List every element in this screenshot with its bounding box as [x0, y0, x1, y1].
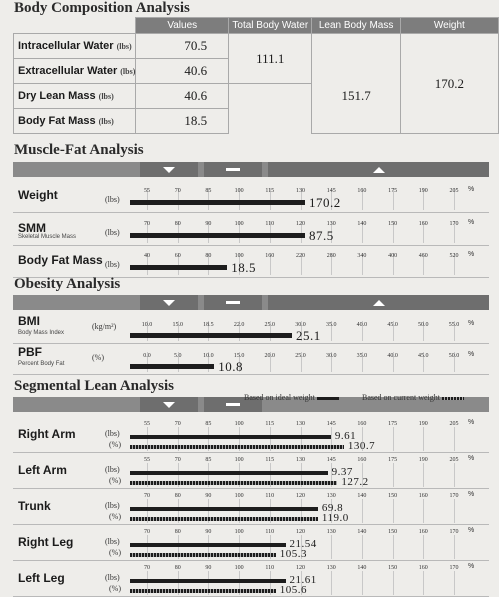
- ob-row-unit: (kg/m²): [92, 322, 117, 331]
- over-zone: [268, 162, 489, 177]
- seg-tick-label: 90: [205, 493, 212, 499]
- mf-row-sublabel: Skeletal Muscle Mass: [18, 234, 77, 240]
- ob-row-divider: [13, 343, 489, 344]
- mf-tick-label: 130: [296, 188, 305, 194]
- seg-grid-line: [393, 463, 394, 487]
- seg-unit-lbs: (lbs): [105, 429, 120, 438]
- mf-tick-label: 175: [388, 188, 398, 194]
- seg-row-label: Left Leg: [18, 571, 65, 585]
- ob-tick-label: 18.5: [203, 322, 214, 328]
- mf-tick-label: 80: [205, 253, 212, 259]
- ob-tick-label: 40.0: [387, 353, 398, 359]
- seg-row-divider: [13, 524, 489, 525]
- seg-under-arrow-icon: [163, 402, 175, 408]
- seg-tick-label: 55: [144, 457, 150, 463]
- seg-row-divider: [13, 452, 489, 453]
- seg-row-label: Right Arm: [18, 427, 76, 441]
- mf-tick-label: 400: [388, 253, 398, 259]
- mf-tick-label: 110: [265, 221, 275, 227]
- seg-grid-line: [454, 535, 455, 559]
- obesity-under-zone: [140, 295, 198, 310]
- seg-tick-label: 140: [357, 565, 367, 571]
- seg-tick-label: 70: [174, 421, 181, 427]
- seg-bar-pct: [130, 517, 318, 521]
- seg-grid-line: [454, 463, 455, 487]
- weight-header: Weight: [400, 18, 498, 34]
- obesity-under-arrow-icon: [163, 300, 175, 306]
- seg-unit-pct: (%): [109, 512, 121, 521]
- mf-tick-label: 220: [296, 253, 305, 259]
- seg-grid-line: [331, 571, 332, 595]
- seg-grid-line: [362, 535, 363, 559]
- seg-grid-line: [454, 571, 455, 595]
- mf-tick-label: 100: [234, 253, 244, 259]
- mf-row-unit: (lbs): [105, 195, 120, 204]
- seg-grid-line: [362, 499, 363, 523]
- mf-tick-label: 460: [418, 253, 428, 259]
- seg-tick-label: 100: [234, 565, 244, 571]
- seg-value-pct: 105.6: [279, 584, 308, 596]
- ob-row-sublabel: Body Mass Index: [18, 330, 65, 336]
- seg-tick-label: 190: [418, 421, 428, 427]
- seg-value-pct: 105.3: [279, 548, 308, 560]
- seg-tick-label: 130: [326, 493, 336, 499]
- mf-tick-label: 115: [265, 188, 275, 194]
- mf-row-unit: (lbs): [105, 260, 120, 269]
- seg-tick-label: 80: [174, 493, 181, 499]
- seg-percent-sign: %: [468, 491, 475, 498]
- seg-tick-label: 85: [205, 421, 212, 427]
- seg-tick-label: 150: [388, 565, 398, 571]
- seg-under-zone: [140, 397, 198, 412]
- obesity-normal-zone: [204, 295, 262, 310]
- ob-tick-label: 10.0: [141, 322, 153, 328]
- ecw-label: Extracellular Water (lbs): [14, 59, 136, 84]
- seg-bar-pct: [130, 481, 337, 485]
- mf-row-label: Body Fat Mass: [18, 253, 103, 267]
- seg-tick-label: 160: [418, 493, 428, 499]
- seg-tick-label: 150: [388, 529, 398, 535]
- ecw-value: 40.6: [136, 59, 229, 84]
- mf-bar: [130, 265, 227, 270]
- mf-tick-label: 520: [449, 253, 459, 259]
- seg-tick-label: 140: [357, 493, 367, 499]
- seg-tick-label: 110: [265, 565, 275, 571]
- seg-tick-label: 70: [174, 457, 181, 463]
- mf-row-label: SMM: [18, 221, 46, 235]
- seg-grid-line: [393, 571, 394, 595]
- seg-value-pct: 119.0: [321, 512, 349, 524]
- seg-value-lbs: 9.37: [331, 466, 353, 478]
- seg-tick-label: 130: [296, 457, 305, 463]
- seg-tick-label: 170: [449, 493, 459, 499]
- ob-tick-label: 30.0: [325, 353, 337, 359]
- mf-row-divider: [13, 245, 489, 246]
- seg-tick-label: 120: [296, 565, 305, 571]
- mf-tick-label: 130: [326, 221, 336, 227]
- mf-tick-label: 70: [144, 221, 150, 227]
- seg-bar-lbs: [130, 543, 286, 547]
- mf-percent-sign: %: [468, 251, 475, 258]
- seg-tick-label: 145: [326, 457, 336, 463]
- seg-row-label: Right Leg: [18, 535, 74, 549]
- mf-tick-label: 160: [418, 221, 428, 227]
- seg-tick-label: 55: [144, 421, 150, 427]
- under-arrow-icon: [163, 167, 175, 173]
- seg-grid-line: [454, 499, 455, 523]
- seg-tick-label: 130: [326, 529, 336, 535]
- dlm-value: 40.6: [136, 84, 229, 109]
- mf-bar-value: 170.2: [308, 195, 341, 210]
- over-arrow-icon: [373, 167, 385, 173]
- ob-row-divider: [13, 374, 489, 375]
- mf-tick-label: 40: [144, 253, 150, 259]
- ob-row-label: BMI: [18, 314, 40, 328]
- ob-percent-sign: %: [468, 351, 475, 358]
- mf-tick-label: 55: [144, 188, 150, 194]
- ob-tick-label: 25.0: [264, 322, 276, 328]
- ob-tick-label: 55.0: [448, 322, 460, 328]
- weight-value: 170.2: [400, 34, 498, 134]
- mf-row-divider: [13, 212, 489, 213]
- muscle-fat-band: [13, 162, 489, 177]
- seg-grid-line: [423, 499, 424, 523]
- seg-tick-label: 170: [449, 565, 459, 571]
- seg-tick-label: 160: [357, 457, 367, 463]
- seg-tick-label: 205: [449, 457, 459, 463]
- mf-tick-label: 85: [205, 188, 212, 194]
- seg-grid-line: [362, 571, 363, 595]
- obesity-title: Obesity Analysis: [14, 276, 121, 292]
- seg-bar-pct: [130, 589, 276, 593]
- seg-bar-pct: [130, 445, 344, 449]
- mf-bar-value: 18.5: [231, 260, 256, 275]
- seg-tick-label: 100: [234, 493, 244, 499]
- seg-tick-label: 120: [296, 529, 305, 535]
- mf-tick-label: 170: [449, 221, 459, 227]
- mf-bar: [130, 200, 305, 205]
- seg-tick-label: 90: [205, 529, 212, 535]
- mf-tick-label: 100: [234, 221, 244, 227]
- seg-grid-line: [423, 535, 424, 559]
- mf-row-label: Weight: [18, 188, 58, 202]
- ob-tick-label: 10.0: [203, 353, 214, 359]
- seg-tick-label: 115: [265, 457, 275, 463]
- seg-bar-lbs: [130, 435, 331, 439]
- seg-unit-pct: (%): [109, 440, 121, 449]
- seg-tick-label: 145: [326, 421, 336, 427]
- seg-tick-label: 160: [357, 421, 367, 427]
- seg-tick-label: 175: [388, 421, 398, 427]
- seg-row-label: Trunk: [18, 499, 51, 513]
- seg-unit-lbs: (lbs): [105, 537, 120, 546]
- mf-tick-label: 70: [174, 188, 181, 194]
- legend-current-swatch: [442, 397, 464, 400]
- ob-row-label: PBF: [18, 345, 42, 359]
- mf-bar-value: 87.5: [308, 228, 334, 243]
- muscle-fat-title: Muscle-Fat Analysis: [14, 142, 144, 158]
- seg-value-lbs: 21.61: [289, 574, 317, 586]
- seg-tick-label: 130: [296, 421, 305, 427]
- seg-unit-lbs: (lbs): [105, 573, 120, 582]
- ob-tick-label: 30.0: [295, 322, 306, 328]
- blank-header-cell: [14, 18, 136, 34]
- seg-grid-line: [331, 535, 332, 559]
- obesity-over-zone: [268, 295, 489, 310]
- icw-label: Intracellular Water (lbs): [14, 34, 136, 59]
- mf-tick-label: 140: [357, 221, 367, 227]
- seg-tick-label: 120: [296, 493, 305, 499]
- seg-tick-label: 115: [265, 421, 275, 427]
- seg-tick-label: 110: [265, 493, 275, 499]
- seg-tick-label: 140: [357, 529, 367, 535]
- seg-grid-line: [393, 499, 394, 523]
- seg-normal-dash-icon: [226, 403, 240, 406]
- legend-ideal: Based on ideal weight: [244, 393, 339, 402]
- ob-bar-value: 10.8: [218, 359, 243, 374]
- mf-tick-label: 160: [357, 188, 367, 194]
- ob-tick-label: 45.0: [418, 353, 429, 359]
- seg-tick-label: 80: [174, 529, 181, 535]
- seg-bar-lbs: [130, 579, 286, 583]
- seg-bar-lbs: [130, 471, 328, 475]
- ob-bar: [130, 364, 214, 369]
- seg-tick-label: 80: [174, 565, 181, 571]
- mf-tick-label: 205: [449, 188, 459, 194]
- seg-grid-line: [423, 571, 424, 595]
- ob-tick-label: 50.0: [448, 353, 460, 359]
- seg-tick-label: 175: [388, 457, 398, 463]
- seg-tick-label: 190: [418, 457, 428, 463]
- lbm-header: Lean Body Mass: [312, 18, 400, 34]
- tbw-value: 111.1: [229, 34, 312, 84]
- seg-value-pct: 127.2: [341, 476, 369, 488]
- seg-unit-lbs: (lbs): [105, 465, 120, 474]
- seg-tick-label: 70: [144, 493, 150, 499]
- mf-tick-label: 80: [174, 221, 181, 227]
- ob-percent-sign: %: [468, 320, 475, 327]
- seg-value-lbs: 21.54: [289, 538, 317, 550]
- seg-unit-lbs: (lbs): [105, 501, 120, 510]
- obesity-over-arrow-icon: [373, 300, 385, 306]
- seg-tick-label: 70: [144, 565, 150, 571]
- seg-bar-lbs: [130, 507, 318, 511]
- seg-unit-pct: (%): [109, 476, 121, 485]
- mf-tick-label: 160: [265, 253, 275, 259]
- ob-tick-label: 15.0: [172, 322, 183, 328]
- seg-tick-label: 150: [388, 493, 398, 499]
- seg-tick-label: 160: [418, 565, 428, 571]
- mf-tick-label: 150: [388, 221, 398, 227]
- seg-percent-sign: %: [468, 455, 475, 462]
- ob-tick-label: 45.0: [387, 322, 398, 328]
- seg-grid-line: [423, 427, 424, 451]
- obesity-normal-dash-icon: [226, 301, 240, 304]
- mf-row-unit: (lbs): [105, 228, 120, 237]
- seg-tick-label: 90: [205, 565, 212, 571]
- under-zone: [140, 162, 198, 177]
- mf-tick-label: 100: [234, 188, 244, 194]
- seg-bar-pct: [130, 553, 276, 557]
- ob-tick-label: 50.0: [418, 322, 429, 328]
- ob-bar: [130, 333, 292, 338]
- ob-tick-label: 25.0: [295, 353, 306, 359]
- seg-tick-label: 170: [449, 529, 459, 535]
- tbw-empty: [229, 84, 312, 134]
- mf-tick-label: 280: [326, 253, 336, 259]
- seg-value-pct: 130.7: [347, 440, 376, 452]
- seg-unit-pct: (%): [109, 548, 121, 557]
- ob-tick-label: 20.0: [264, 353, 276, 359]
- legend-ideal-swatch: [317, 397, 339, 400]
- seg-tick-label: 70: [144, 529, 150, 535]
- seg-tick-label: 100: [234, 457, 244, 463]
- body-composition-title: Body Composition Analysis: [14, 0, 190, 16]
- seg-tick-label: 100: [234, 421, 244, 427]
- seg-grid-line: [454, 427, 455, 451]
- mf-tick-label: 145: [326, 188, 336, 194]
- seg-grid-line: [423, 463, 424, 487]
- dlm-label: Dry Lean Mass (lbs): [14, 84, 136, 109]
- normal-zone: [204, 162, 262, 177]
- mf-tick-label: 90: [205, 221, 212, 227]
- ob-bar-value: 25.1: [296, 328, 321, 343]
- ob-tick-label: 40.0: [356, 322, 368, 328]
- seg-tick-label: 100: [234, 529, 244, 535]
- ob-tick-label: 0.0: [143, 353, 151, 359]
- seg-tick-label: 110: [265, 529, 275, 535]
- seg-value-lbs: 69.8: [321, 502, 344, 514]
- seg-tick-label: 205: [449, 421, 459, 427]
- ob-row-unit: (%): [92, 353, 104, 362]
- ob-tick-label: 35.0: [356, 353, 368, 359]
- ob-tick-label: 15.0: [233, 353, 245, 359]
- seg-percent-sign: %: [468, 563, 475, 570]
- mf-percent-sign: %: [468, 219, 475, 226]
- seg-tick-label: 130: [326, 565, 336, 571]
- bfm-value: 18.5: [136, 109, 229, 134]
- seg-percent-sign: %: [468, 527, 475, 534]
- legend-current: Based on current weight: [362, 393, 464, 402]
- lbm-value: 151.7: [312, 59, 400, 134]
- mf-tick-label: 340: [357, 253, 367, 259]
- ob-row-sublabel: Percent Body Fat: [18, 361, 65, 367]
- ob-tick-label: 35.0: [325, 322, 337, 328]
- ob-tick-label: 22.0: [233, 322, 245, 328]
- seg-percent-sign: %: [468, 419, 475, 426]
- mf-bar: [130, 233, 305, 238]
- seg-grid-line: [393, 535, 394, 559]
- obesity-band: [13, 295, 489, 310]
- seg-value-lbs: 9.61: [334, 430, 357, 442]
- body-composition-table: [13, 17, 499, 134]
- mf-tick-label: 60: [174, 253, 181, 259]
- seg-grid-line: [393, 427, 394, 451]
- segmental-title: Segmental Lean Analysis: [14, 378, 175, 394]
- seg-row-divider: [13, 488, 489, 489]
- lbm-empty: [312, 34, 400, 59]
- seg-row-label: Left Arm: [18, 463, 67, 477]
- normal-dash-icon: [226, 168, 240, 171]
- seg-unit-pct: (%): [109, 584, 121, 593]
- ob-tick-label: 5.0: [173, 353, 182, 359]
- mf-tick-label: 190: [418, 188, 428, 194]
- bfm-label: Body Fat Mass (lbs): [14, 109, 136, 134]
- tbw-header: Total Body Water: [229, 18, 312, 34]
- mf-tick-label: 120: [296, 221, 305, 227]
- seg-tick-label: 160: [418, 529, 428, 535]
- mf-percent-sign: %: [468, 186, 475, 193]
- seg-tick-label: 85: [205, 457, 212, 463]
- seg-row-divider: [13, 560, 489, 561]
- values-header: Values: [136, 18, 229, 34]
- icw-value: 70.5: [136, 34, 229, 59]
